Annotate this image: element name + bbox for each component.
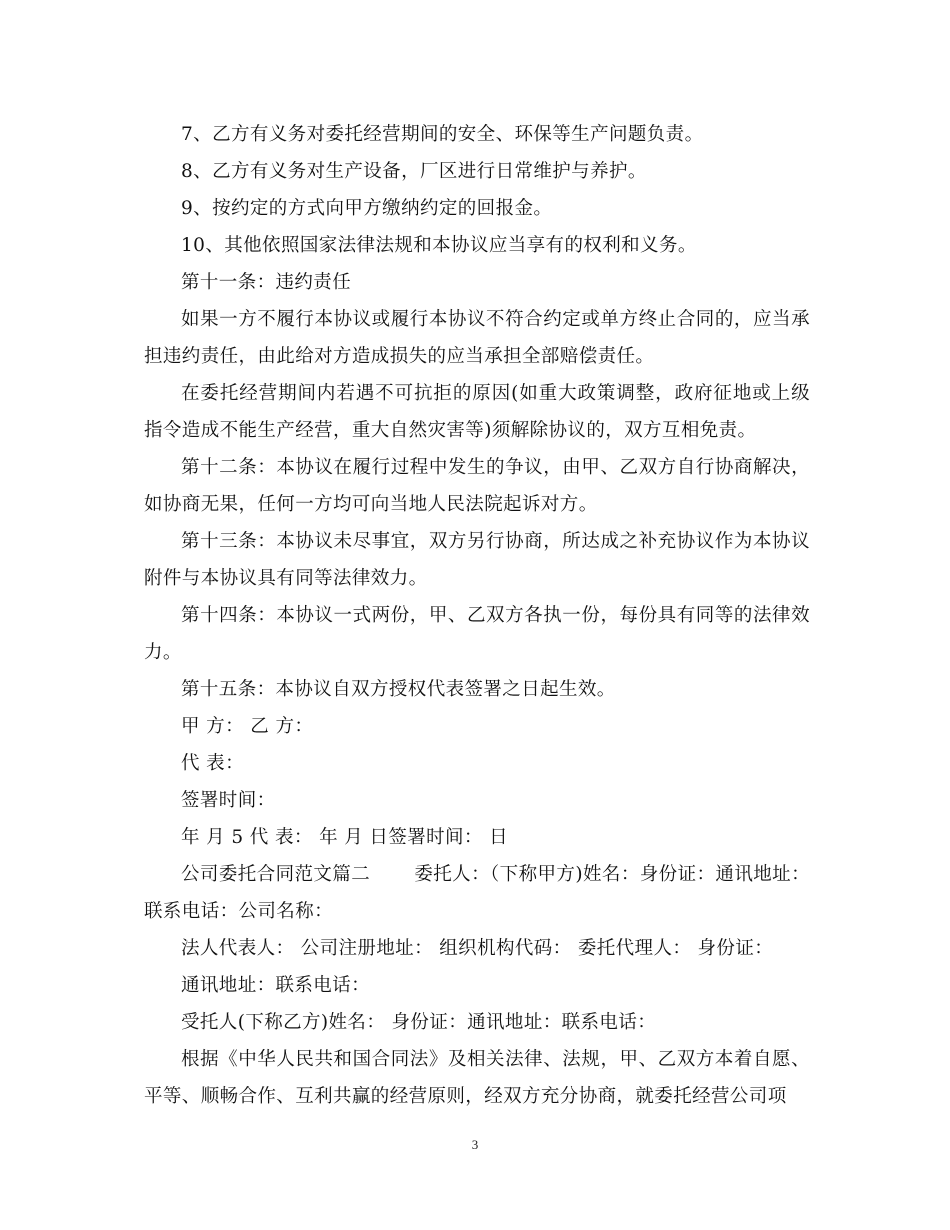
article-11-heading: 第十一条：违约责任 — [181, 272, 352, 293]
paragraph-force-majeure: 在委托经营期间内若遇不可抗拒的原因(如重大政策调整，政府征地或上级指令造成不能生产经营，重大自然灾害等)须解除协议的，双方互相免责。 — [144, 383, 810, 441]
article-15-paragraph: 第十五条：本协议自双方授权代表签署之日起生效。 — [181, 679, 616, 700]
paragraph-breach-liability: 如果一方不履行本协议或履行本协议不符合约定或单方终止合同的，应当承担违约责任，由此给对方造成损失的应当承担全部赔偿责任。 — [144, 309, 810, 367]
signature-parties-line: 甲 方： 乙 方： — [181, 716, 314, 737]
paragraph-obligation-8: 8、乙方有义务对生产设备，厂区进行日常维护与养护。 — [181, 161, 647, 182]
signature-date-details-line: 年 月 5 代 表： 年 月 日签署时间： 日 — [181, 827, 509, 848]
article-12-paragraph: 第十二条：本协议在履行过程中发生的争议，由甲、乙双方自行协商解决，如协商无果，任何一方均可向当地人民法院起诉对方。 — [144, 457, 810, 515]
signature-date-line: 签署时间： — [181, 790, 276, 811]
article-14-paragraph: 第十四条：本协议一式两份，甲、乙双方各执一份，每份具有同等的法律效力。 — [144, 605, 810, 663]
document-body — [144, 116, 810, 1115]
contract-basis-paragraph: 根据《中华人民共和国合同法》及相关法律、法规，甲、乙双方本着自愿、平等、顺畅合作、互利共赢的经营原则，经双方充分协商，就委托经营公司项 — [144, 1049, 810, 1107]
paragraph-obligation-10: 10、其他依照国家法律法规和本协议应当享有的权利和义务。 — [181, 235, 697, 256]
trustee-paragraph: 受托人(下称乙方)姓名： 身份证：通讯地址：联系电话： — [181, 1012, 657, 1033]
legal-representative-paragraph: 法人代表人： 公司注册地址： 组织机构代码： 委托代理人： 身份证： — [181, 938, 774, 959]
paragraph-obligation-7: 7、乙方有义务对委托经营期间的安全、环保等生产问题负责。 — [181, 124, 704, 145]
paragraph-obligation-9: 9、按约定的方式向甲方缴纳约定的回报金。 — [181, 198, 553, 219]
contact-address-paragraph: 通讯地址：联系电话： — [181, 975, 371, 996]
page-number: 3 — [471, 1137, 479, 1152]
signature-representative-line: 代 表： — [181, 753, 244, 774]
sample-two-principal-paragraph: 公司委托合同范文篇二 委托人：（下称甲方)姓名：身份证：通讯地址：联系电话：公司名称： — [144, 864, 810, 922]
article-13-paragraph: 第十三条：本协议未尽事宜，双方另行协商，所达成之补充协议作为本协议附件与本协议具有同等法律效力。 — [144, 531, 810, 589]
